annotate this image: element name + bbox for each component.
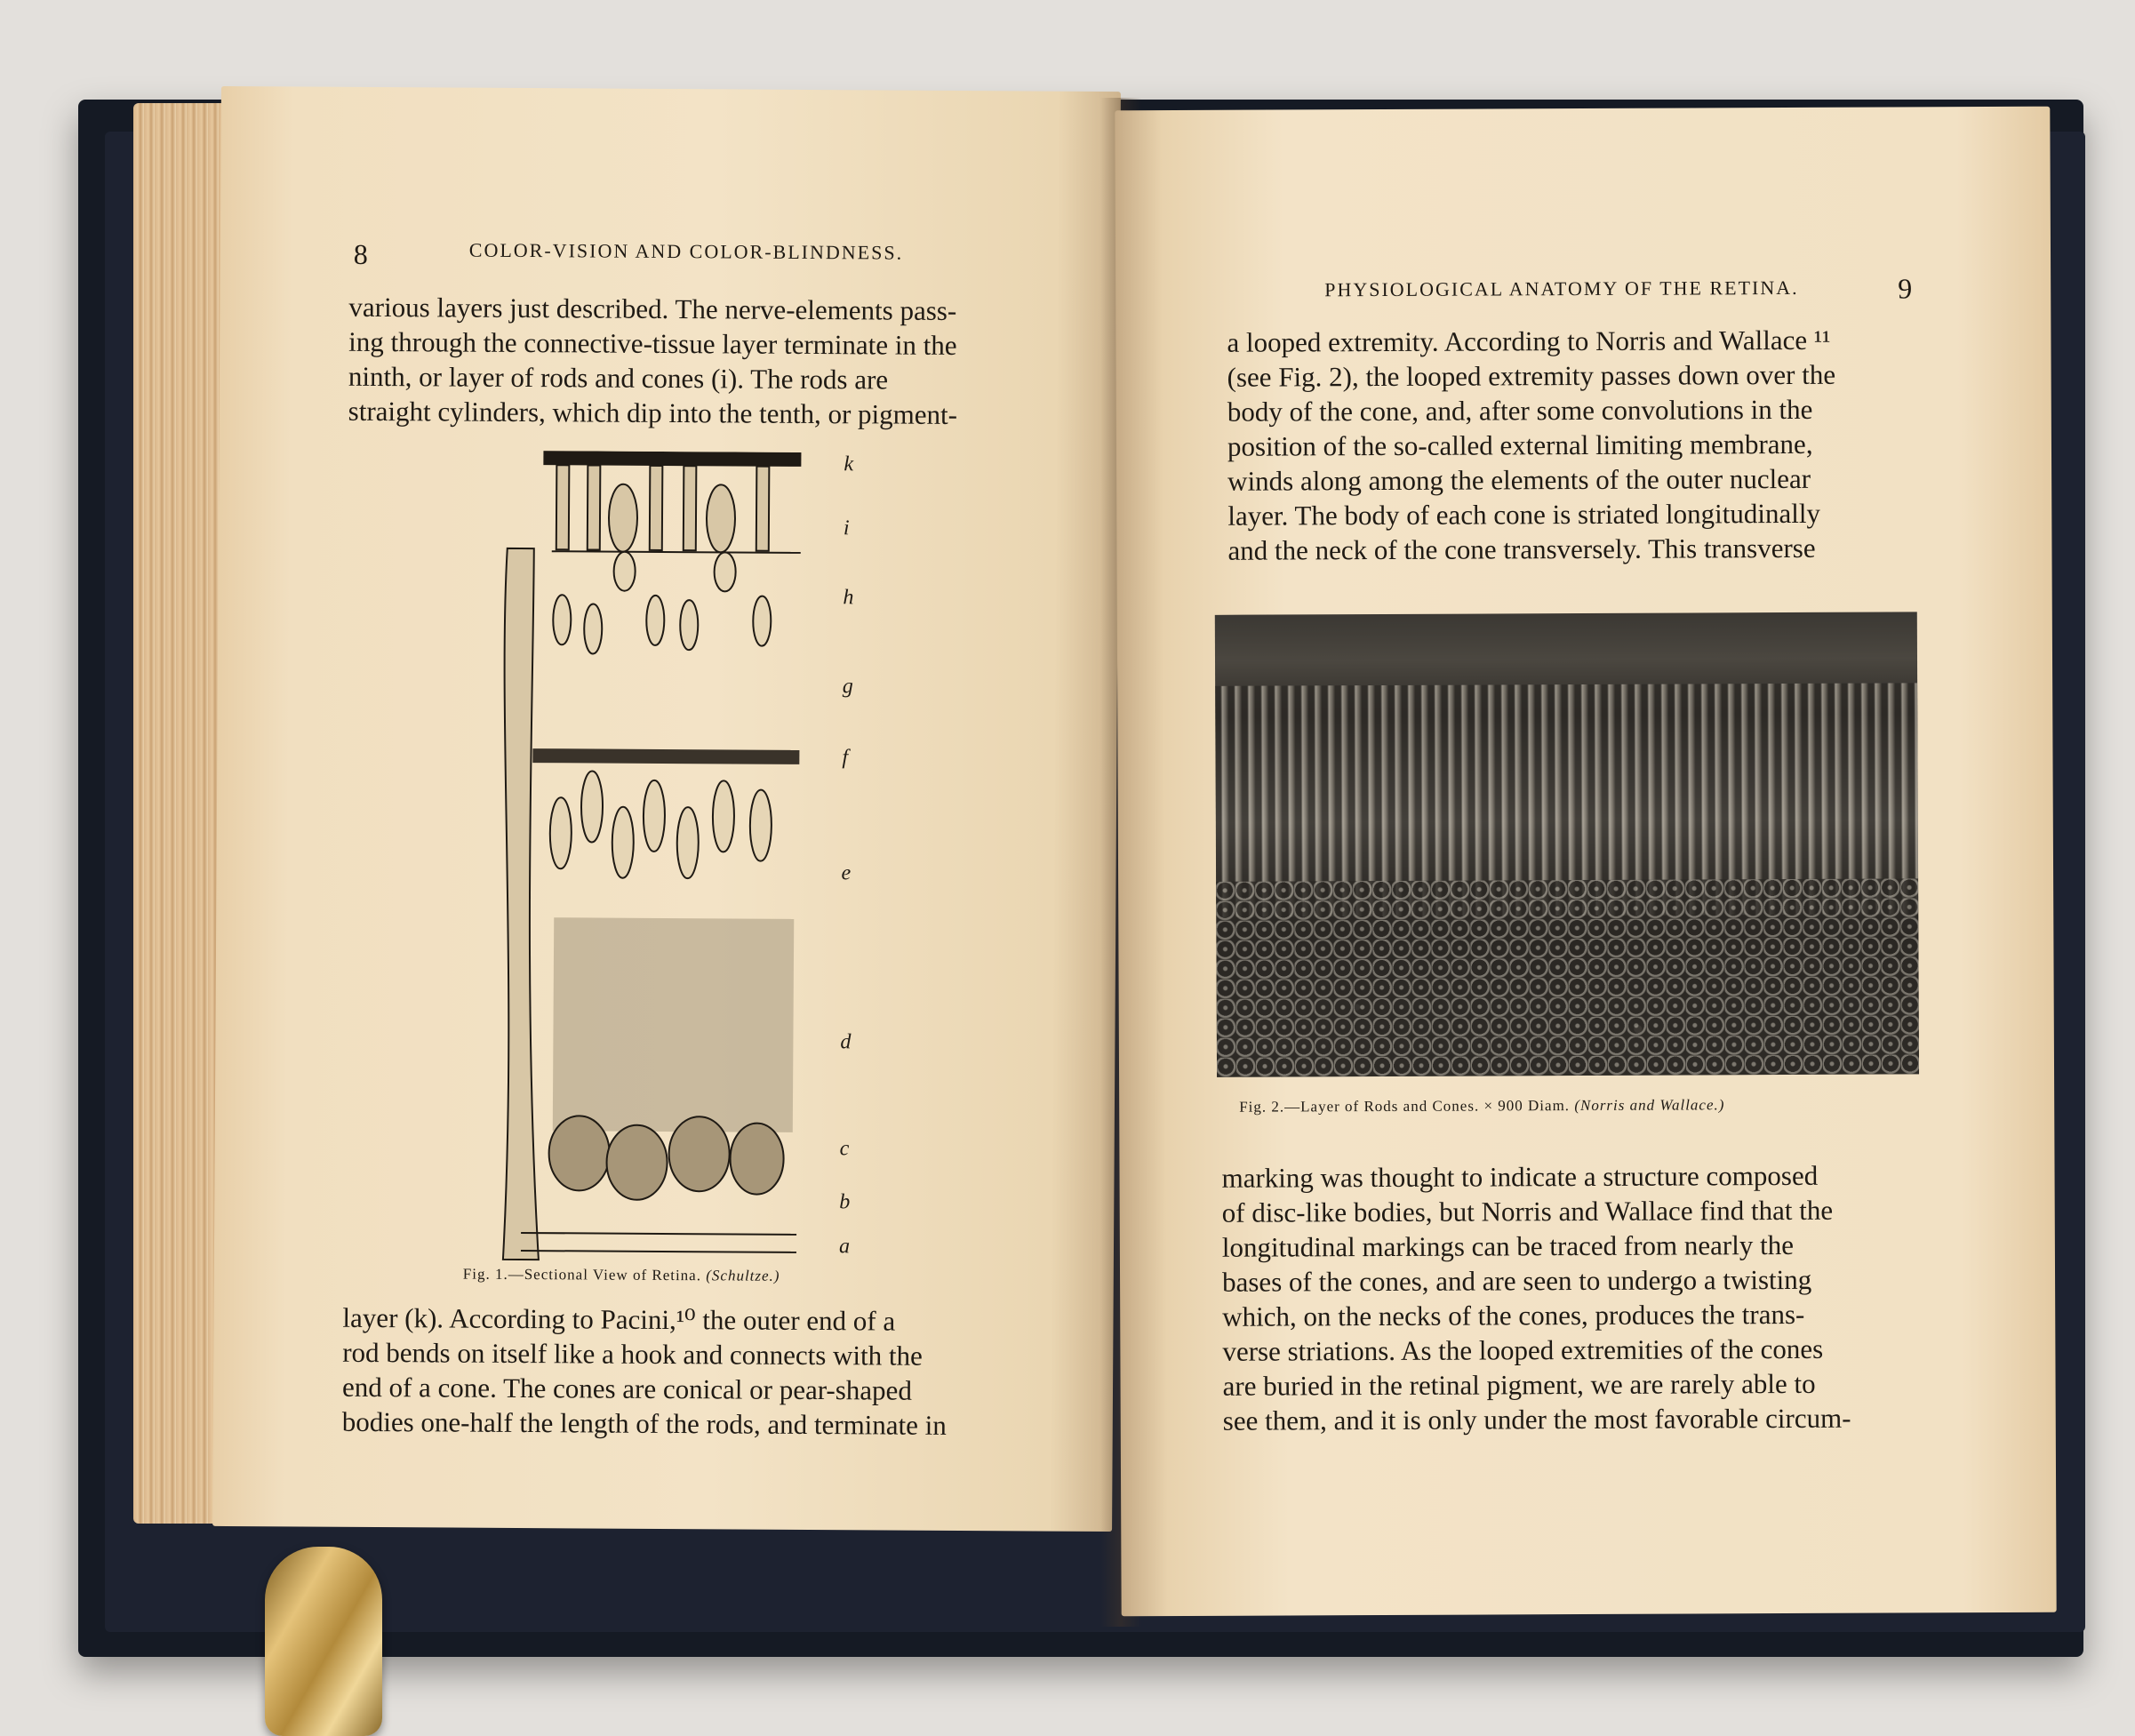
- text-line: and the neck of the cone transversely. This transverse: [1227, 532, 1816, 566]
- fig-label-f: f: [842, 746, 849, 770]
- caption-text: Fig. 1.—Sectional View of Retina.: [462, 1265, 702, 1284]
- text-line: end of a cone. The cones are conical or pear-shaped: [341, 1371, 912, 1406]
- text-line: ing through the connective-tissue layer terminate in the: [348, 325, 957, 361]
- text-line: (see Fig. 2), the looped extremity passes down over the: [1227, 358, 1836, 393]
- fig-label-e: e: [841, 861, 852, 885]
- fig-label-g: g: [842, 675, 853, 699]
- text-line: verse striations. As the looped extremities of the cones: [1222, 1332, 1824, 1367]
- caption-credit: (Norris and Wallace.): [1574, 1096, 1725, 1115]
- text-line: marking was thought to indicate a structure composed: [1221, 1159, 1819, 1194]
- right-page-number: 9: [1898, 272, 1913, 305]
- text-line: ninth, or layer of rods and cones (i). The rods are: [348, 360, 889, 396]
- left-page: [212, 86, 1121, 1532]
- text-line: straight cylinders, which dip into the tenth, or pigment-: [348, 395, 958, 430]
- caption-text: Fig. 2.—Layer of Rods and Cones. × 900 Diam.: [1239, 1097, 1571, 1116]
- fig-label-c: c: [839, 1137, 850, 1161]
- caption-credit: (Schultze.): [706, 1267, 780, 1284]
- text-line: winds along among the elements of the outer nuclear: [1227, 462, 1811, 497]
- nuclear-layer-texture: [1216, 878, 1919, 1076]
- fig2-caption: [1239, 1096, 1724, 1116]
- retina-diagram: [468, 451, 882, 1280]
- fig-label-h: h: [843, 586, 854, 610]
- left-text-top: [348, 290, 1025, 433]
- right-text-bottom: [1221, 1157, 1924, 1437]
- left-running-head: COLOR-VISION AND COLOR-BLINDNESS.: [468, 238, 904, 264]
- left-text-bottom: [342, 1300, 1019, 1444]
- text-line: longitudinal markings can be traced from nearly the: [1221, 1228, 1794, 1263]
- text-line: position of the so-called external limiting membrane,: [1227, 428, 1813, 462]
- fig-label-b: b: [839, 1190, 851, 1214]
- fig-label-i: i: [843, 516, 850, 540]
- text-line: rod bends on itself like a hook and connects with the: [342, 1336, 923, 1372]
- text-line: see them, and it is only under the most favorable circum-: [1222, 1402, 1851, 1436]
- fig-label-d: d: [840, 1030, 852, 1054]
- text-line: which, on the necks of the cones, produces the trans-: [1222, 1298, 1805, 1332]
- right-page: [1115, 107, 2056, 1617]
- text-line: layer. The body of each cone is striated longitudinally: [1227, 497, 1820, 532]
- fig-label-k: k: [844, 452, 854, 476]
- rods-cones-photomicrograph: [1215, 612, 1919, 1076]
- right-running-head: PHYSIOLOGICAL ANATOMY OF THE RETINA.: [1324, 276, 1799, 301]
- text-line: layer (k). According to Pacini,¹⁰ the outer end of a: [342, 1301, 896, 1337]
- text-line: are buried in the retinal pigment, we are rarely able to: [1222, 1367, 1816, 1402]
- text-line: of disc-like bodies, but Norris and Wallace find that the: [1221, 1194, 1834, 1228]
- right-text-top: [1227, 322, 1921, 567]
- text-line: bases of the cones, and are seen to undergo a twisting: [1221, 1263, 1812, 1298]
- fig-label-a: a: [838, 1235, 851, 1259]
- brass-hand-bookmark: [265, 1547, 382, 1736]
- text-line: body of the cone, and, after some convolutions in the: [1227, 393, 1813, 428]
- fig1-caption: [463, 1266, 780, 1285]
- left-page-number: 8: [353, 237, 368, 270]
- text-line: a looped extremity. According to Norris and Wallace ¹¹: [1227, 324, 1831, 358]
- text-line: bodies one-half the length of the rods, and terminate in: [341, 1405, 947, 1441]
- text-line: various layers just described. The nerve-elements pass-: [348, 291, 957, 326]
